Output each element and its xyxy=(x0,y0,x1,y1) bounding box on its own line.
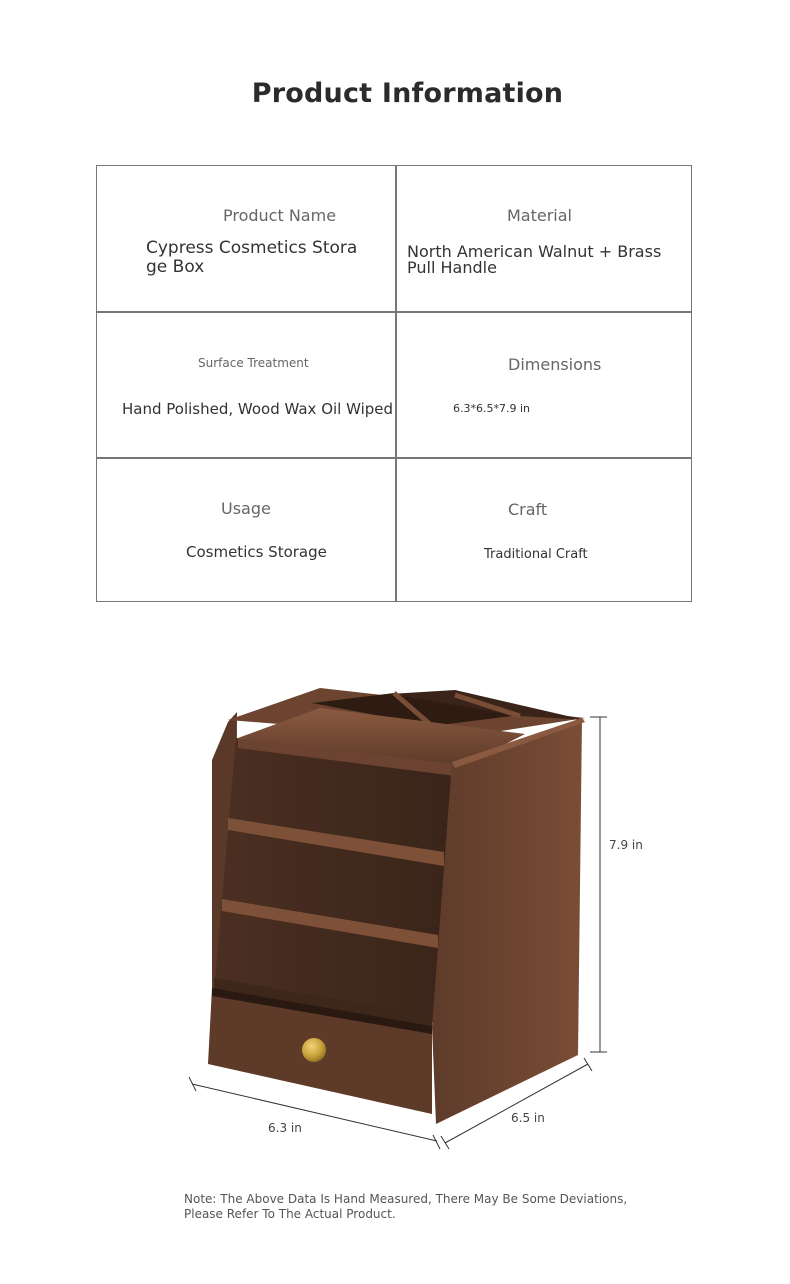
height-measurement: 7.9 in xyxy=(609,838,643,852)
page-title: Product Information xyxy=(251,78,564,109)
product-name-value: Cypress Cosmetics Storage Box xyxy=(146,238,358,277)
dimensions-label: Dimensions xyxy=(508,355,602,374)
brass-knob xyxy=(302,1038,326,1062)
surface-treatment-value: Hand Polished, Wood Wax Oil Wiped xyxy=(122,400,394,418)
width-measurement: 6.3 in xyxy=(268,1121,302,1135)
table-divider-row-2 xyxy=(97,457,691,459)
craft-value: Traditional Craft xyxy=(484,547,588,562)
material-value: North American Walnut + Brass Pull Handle xyxy=(407,242,662,277)
usage-value: Cosmetics Storage xyxy=(186,543,327,561)
product-name-label: Product Name xyxy=(223,206,337,225)
surface-treatment-label: Surface Treatment xyxy=(198,356,309,370)
craft-label: Craft xyxy=(508,500,548,519)
right-side-panel xyxy=(432,718,582,1124)
table-divider-vertical xyxy=(395,166,397,601)
usage-label: Usage xyxy=(221,499,271,518)
dimensions-value: 6.3*6.5*7.9 in xyxy=(453,402,531,415)
product-info-table xyxy=(96,165,692,602)
cabinet-interior xyxy=(214,738,452,1025)
material-label: Material xyxy=(507,206,572,225)
product-illustration xyxy=(180,680,650,1160)
table-divider-row-1 xyxy=(97,311,691,313)
depth-measurement: 6.5 in xyxy=(511,1111,545,1125)
measurement-note: Note: The Above Data Is Hand Measured, There May Be Some Deviations, Please Refer To The Actual Product. xyxy=(184,1192,628,1221)
